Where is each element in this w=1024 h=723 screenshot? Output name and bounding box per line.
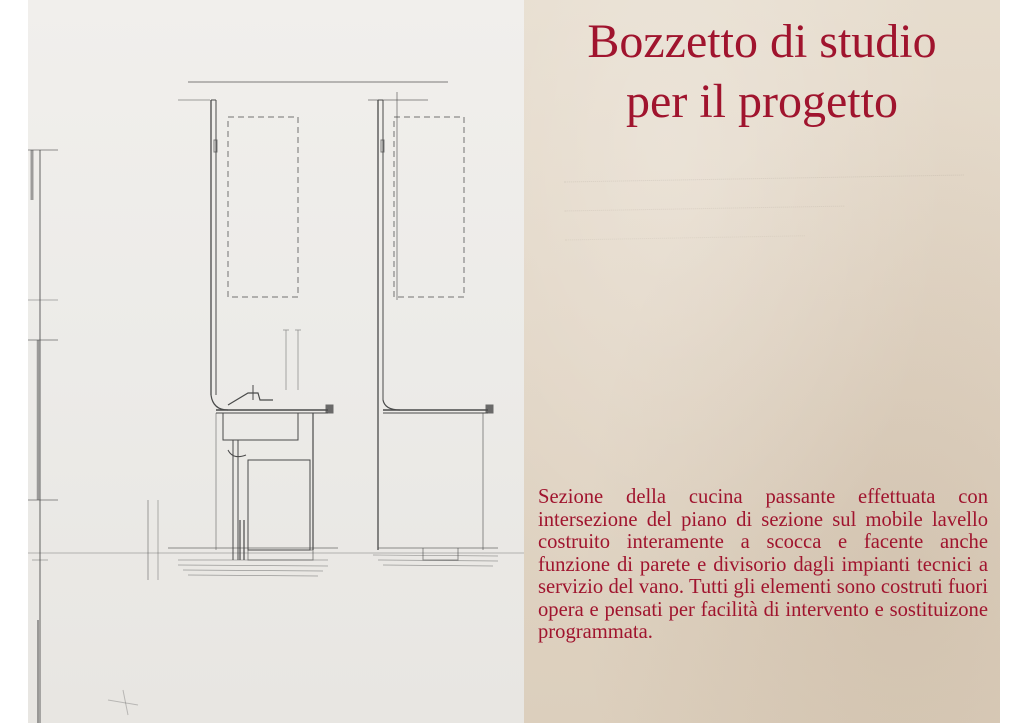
section-sketch-drawing — [28, 0, 532, 723]
title-line-1: Bozzetto di studio — [587, 15, 937, 68]
sketch-sheet — [28, 0, 532, 723]
text-panel — [524, 0, 1000, 723]
page-title — [524, 12, 1000, 132]
title-line-2: per il progetto — [626, 75, 898, 128]
paper-texture — [563, 147, 964, 241]
description-text: Sezione della cucina passante effettuata con intersezione del piano di sezione sul mobile lavello costruito interamente a scocca e facente anche funzione di parete e divisorio dagli impianti tecnici a servizio del vano. Tutti gli elementi sono costruti fuori opera e pensati per facilità di intervento e sostituizone programmata. — [538, 486, 988, 643]
